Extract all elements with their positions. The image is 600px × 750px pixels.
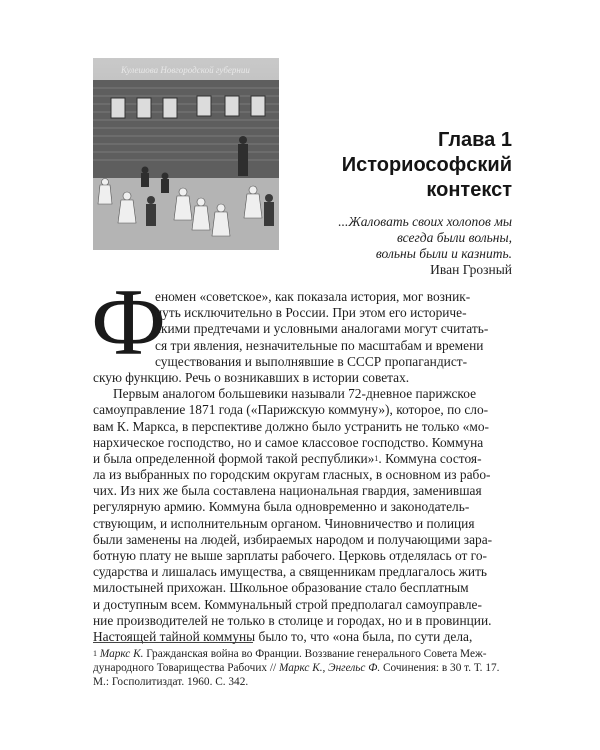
text-line: еномен «советское», как показала история, мог возник- [155,289,471,304]
epigraph-line: вольны были и казнить. [375,246,512,261]
chapter-title-line-1: Историософский [341,154,512,176]
footnote [93,647,513,689]
epigraph-line: ...Жаловать своих холопов мы [338,214,512,229]
text-line: и доступным всем. Коммунальный строй предполагал самоуправле- [93,596,482,612]
chapter-number: Глава 1 [437,129,512,151]
footnote-text: Гражданская война во Франции. Воззвание генерального Совета Меж- [143,648,487,660]
text-line: нархическое господство, но и самое классовое господство. Коммуна [93,434,484,450]
text-line: вам К. Маркса, в перспективе должно было устранить не только «мо- [93,418,489,434]
text-fragment: и была определенной формой такой республики» [93,450,375,466]
text-line: были заменены на людей, избираемых народом и получающими зара- [93,531,493,547]
footnote-line [93,661,513,675]
chapter-heading [342,128,512,203]
footnote-reference[interactable]: 1 [374,453,379,463]
text-line: самоуправление 1871 года («Парижскую коммуну»), которое, по сло- [93,402,489,418]
footnote-line [93,647,513,661]
chapter-title-line-2: контекст [426,179,512,201]
text-line: Настоящей тайной коммуны было то, что «она была, по сути дела, [93,628,473,644]
historical-photo [93,58,279,250]
village-photo-illustration [93,58,279,250]
footnote-author: Маркс К. [99,648,144,660]
text-line: существования и выполнявшие в СССР пропагандист- [155,353,468,369]
text-line: регулярную армию. Коммуна была одновременно и законодатель- [93,499,470,515]
epigraph-line: всегда были вольны, [397,230,512,245]
text-line: скими предтечами и условными аналогами могут считать- [155,321,489,337]
footnote-line: М.: Госполитиздат. 1960. С. 342. [93,676,249,688]
text-line: скую функцию. Речь о возникавших в истории советах. [93,369,410,385]
footnote-divider [93,642,253,643]
footnote-text: дународного Товарищества Рабочих // [93,662,279,674]
text-line [93,451,513,467]
drop-cap: Ф [91,269,167,375]
footnote-text: Сочинения: в 30 т. Т. 17. [380,662,500,674]
text-line: милостыней прихожан. Школьное образование стало бесплатным [93,580,469,596]
body-text [93,289,513,645]
photo-caption: Кулешова Новгородской губернии [121,65,250,75]
footnote-mark: 1 [93,649,97,658]
footnote-author: Маркс К., Энгельс Ф. [278,662,381,674]
text-line: ботную плату не выше зарплаты рабочего. Церковь отделялась от го- [93,548,487,563]
text-line: ла из выбранных по городским округам гласных, в основном из рабо- [93,467,491,483]
text-line: нуть исключительно в России. При этом его историче- [155,305,467,321]
text-line: чих. Из них же была составлена национальная гвардия, заменившая [93,483,482,499]
text-fragment: . Коммуна состоя- [378,450,482,466]
text-line: Первым аналогом большевики называли 72-дневное парижское [113,386,477,402]
text-line: ние производителей не только в столице и городах, но и в провинции. [93,612,492,628]
text-line: сударства и лишалась имущества, а священникам предлагалось жить [93,564,488,580]
epigraph-author: Иван Грозный [430,262,512,277]
text-line: ся три явления, незначительные по масштабам и времени [155,337,484,353]
epigraph [338,214,512,278]
text-line: ствующим, и исполнительным органом. Чиновничество и полиция [93,515,475,531]
